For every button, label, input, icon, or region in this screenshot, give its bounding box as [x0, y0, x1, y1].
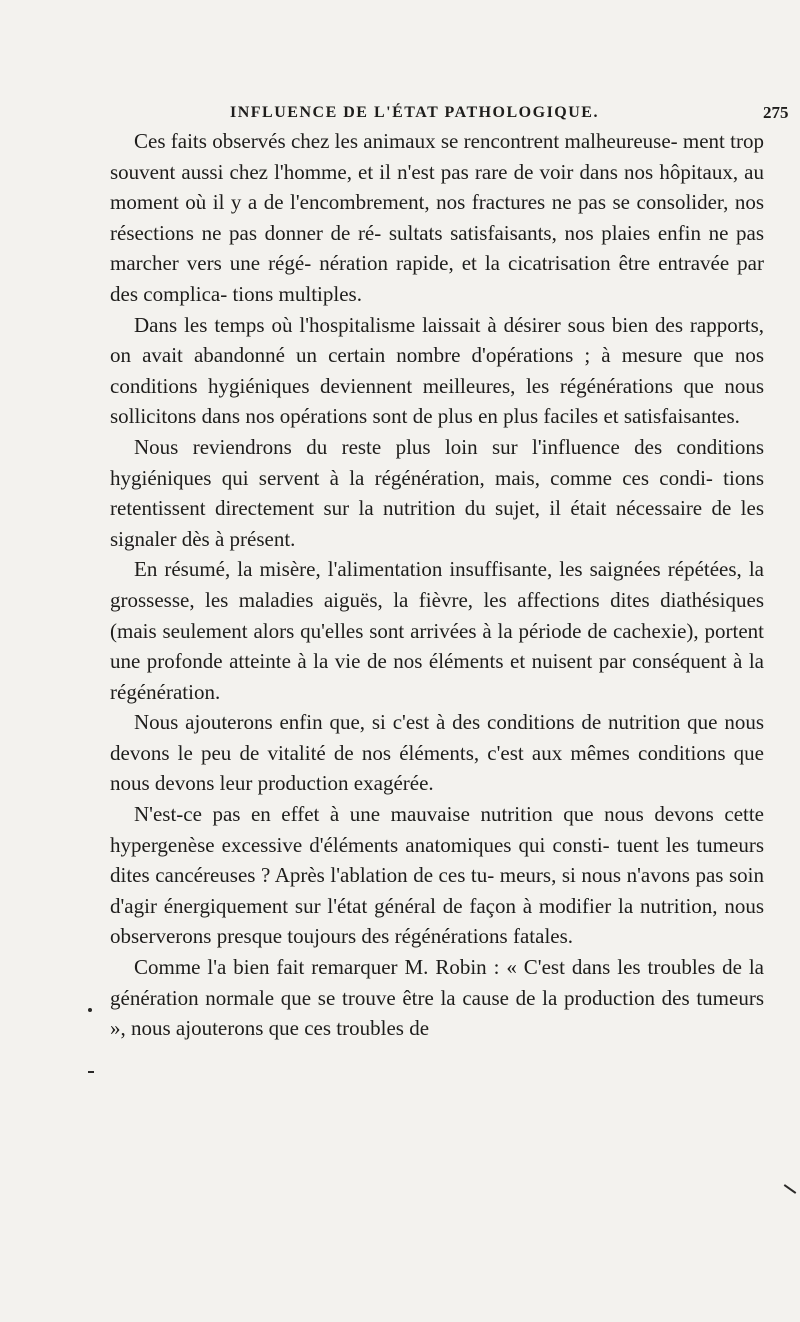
- paragraph: Nous ajouterons enfin que, si c'est à des conditions de nutrition que nous devons le peu de vitalité de nos éléments, c'est aux mêmes conditions que nous devons leur production exagérée.: [110, 710, 764, 796]
- paragraph: Comme l'a bien fait remarquer M. Robin : « C'est dans les troubles de la génération normale que se trouve être la cause de la production des tumeurs », nous ajouterons que ces troubles de: [110, 955, 764, 1041]
- body-text: [110, 126, 764, 1044]
- paragraph: Nous reviendrons du reste plus loin sur l'influence des conditions hygiéniques qui servent à la régénération, mais, comme ces condi- tions retentissent directement sur la nutrition du sujet, il était nécessaire de les signaler dès à présent.: [110, 434, 764, 551]
- page-number: 275: [763, 103, 789, 122]
- paragraph: N'est-ce pas en effet à une mauvaise nutrition que nous devons cette hypergenèse excessive d'éléments anatomiques qui consti- tuent les tumeurs dites cancéreuses ? Après l'ablation de ces tu- meurs, si nous n'avons pas soin d'agir énergiquement sur l'état général de façon à modifier la nutrition, nous observerons presque toujours des régénérations fatales.: [110, 802, 764, 949]
- margin-ink-stroke: [784, 1184, 797, 1194]
- paragraph: Ces faits observés chez les animaux se rencontrent malheureuse- ment trop souvent aussi chez l'homme, et il n'est pas rare de voir dans nos hôpitaux, au moment où il y a de l'encombrement, nos fractures ne pas se consolider, nos résections ne pas donner de ré- sultats satisfaisants, nos plaies enfin ne pas marcher vers une régé- nération rapide, et la cicatrisation être entravée par des complica- tions multiples.: [110, 129, 764, 306]
- margin-ink-dash: [88, 1071, 94, 1073]
- paragraph: Dans les temps où l'hospitalisme laissait à désirer sous bien des rapports, on avait abandonné un certain nombre d'opérations ; à mesure que nos conditions hygiéniques deviennent meilleures, les régénérations que nous sollicitons dans nos opérations sont de plus en plus faciles et satisfaisantes.: [110, 312, 764, 429]
- paragraph: En résumé, la misère, l'alimentation insuffisante, les saignées répétées, la grossesse, les maladies aiguës, la fièvre, les affections dites diathésiques (mais seulement alors qu'elles sont arrivées à la période de cachexie), portent une profonde atteinte à la vie de nos éléments et nuisent par conséquent à la régénération.: [110, 557, 764, 704]
- margin-ink-dot: [88, 1008, 92, 1012]
- running-head: INFLUENCE DE L'ÉTAT PATHOLOGIQUE.: [230, 104, 599, 121]
